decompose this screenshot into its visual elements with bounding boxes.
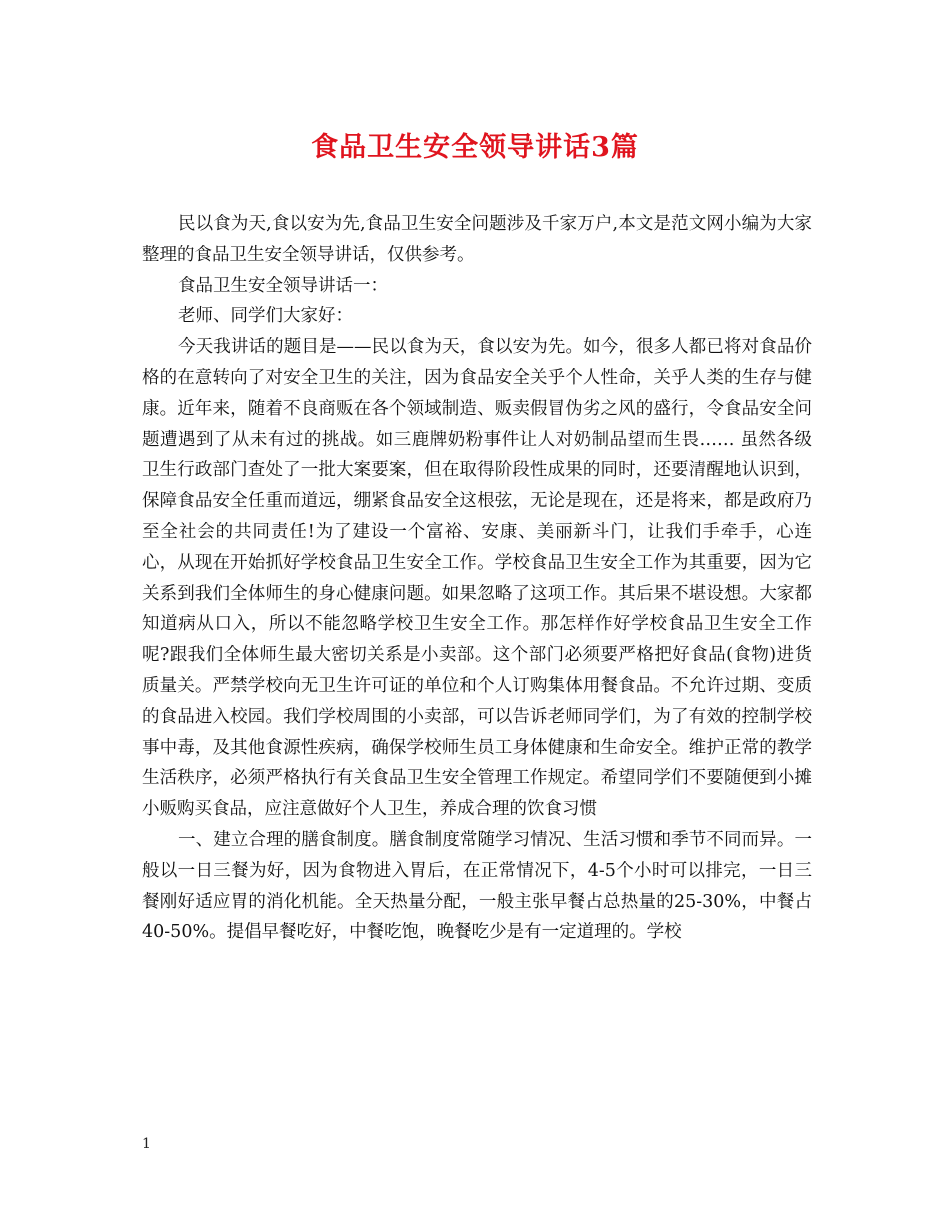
intro-paragraph: 民以食为天,食以安为先,食品卫生安全问题涉及千家万户,本文是范文网小编为大家整理的食品卫生安全领导讲话，仅供参考。 — [142, 214, 812, 265]
section-heading: 食品卫生安全领导讲话一： — [178, 275, 388, 296]
meal-system-paragraph: 一、建立合理的膳食制度。膳食制度常随学习情况、生活习惯和季节不同而异。一般以一日三餐为好，因为食物进入胃后，在正常情况下，4-5个小时可以排完，一日三餐刚好适应胃的消化机能。全天热量分配，一般主张早餐占总热量的25-30%，中餐占40-50%。提倡早餐吃好，中餐吃饱，晚餐吃少是有一定道理的。学校 — [142, 829, 812, 943]
speech-body-paragraph: 今天我讲话的题目是——民以食为天，食以安为先。如今，很多人都已将对食品价格的在意转向了对安全卫生的关注，因为食品安全关乎个人性命，关乎人类的生存与健康。近年来，随着不良商贩在各个领域制造、贩卖假冒伪劣之风的盛行，令食品安全问题遭遇到了从未有过的挑战。如三鹿牌奶粉事件让人对奶制品望而生畏…… 虽然各级卫生行政部门查处了一批大案要案，但在取得阶段性成果的同时，还要清醒地认识到，保障食品安全任重而道远，绷紧食品安全这根弦，无论是现在，还是将来，都是政府乃至全社会的共同责任!为了建设一个富裕、安康、美丽新斗门，让我们手牵手，心连心，从现在开始抓好学校食品卫生安全工作。学校食品卫生安全工作为其重要，因为它关系到我们全体师生的身心健康问题。如果忽略了这项工作。其后果不堪设想。大家都知道病从口入，所以不能忽略学校卫生安全工作。那怎样作好学校食品卫生安全工作呢?跟我们全体师生最大密切关系是小卖部。这个部门必须要严格把好食品(食物)进货质量关。严禁学校向无卫生许可证的单位和个人订购集体用餐食品。不允许过期、变质的食品进入校园。我们学校周围的小卖部，可以告诉老师同学们，为了有效的控制学校事中毒，及其他食源性疾病，确保学校师生员工身体健康和生命安全。维护正常的教学生活秩序，必须严格执行有关食品卫生安全管理工作规定。希望同学们不要随便到小摊小贩购买食品，应注意做好个人卫生，养成合理的饮食习惯 — [142, 337, 812, 820]
page-number: 1 — [142, 1136, 151, 1152]
document-body — [142, 209, 812, 948]
document-title: 食品卫生安全领导讲话3篇 — [311, 132, 639, 163]
salutation-paragraph: 老师、同学们大家好： — [178, 306, 353, 327]
